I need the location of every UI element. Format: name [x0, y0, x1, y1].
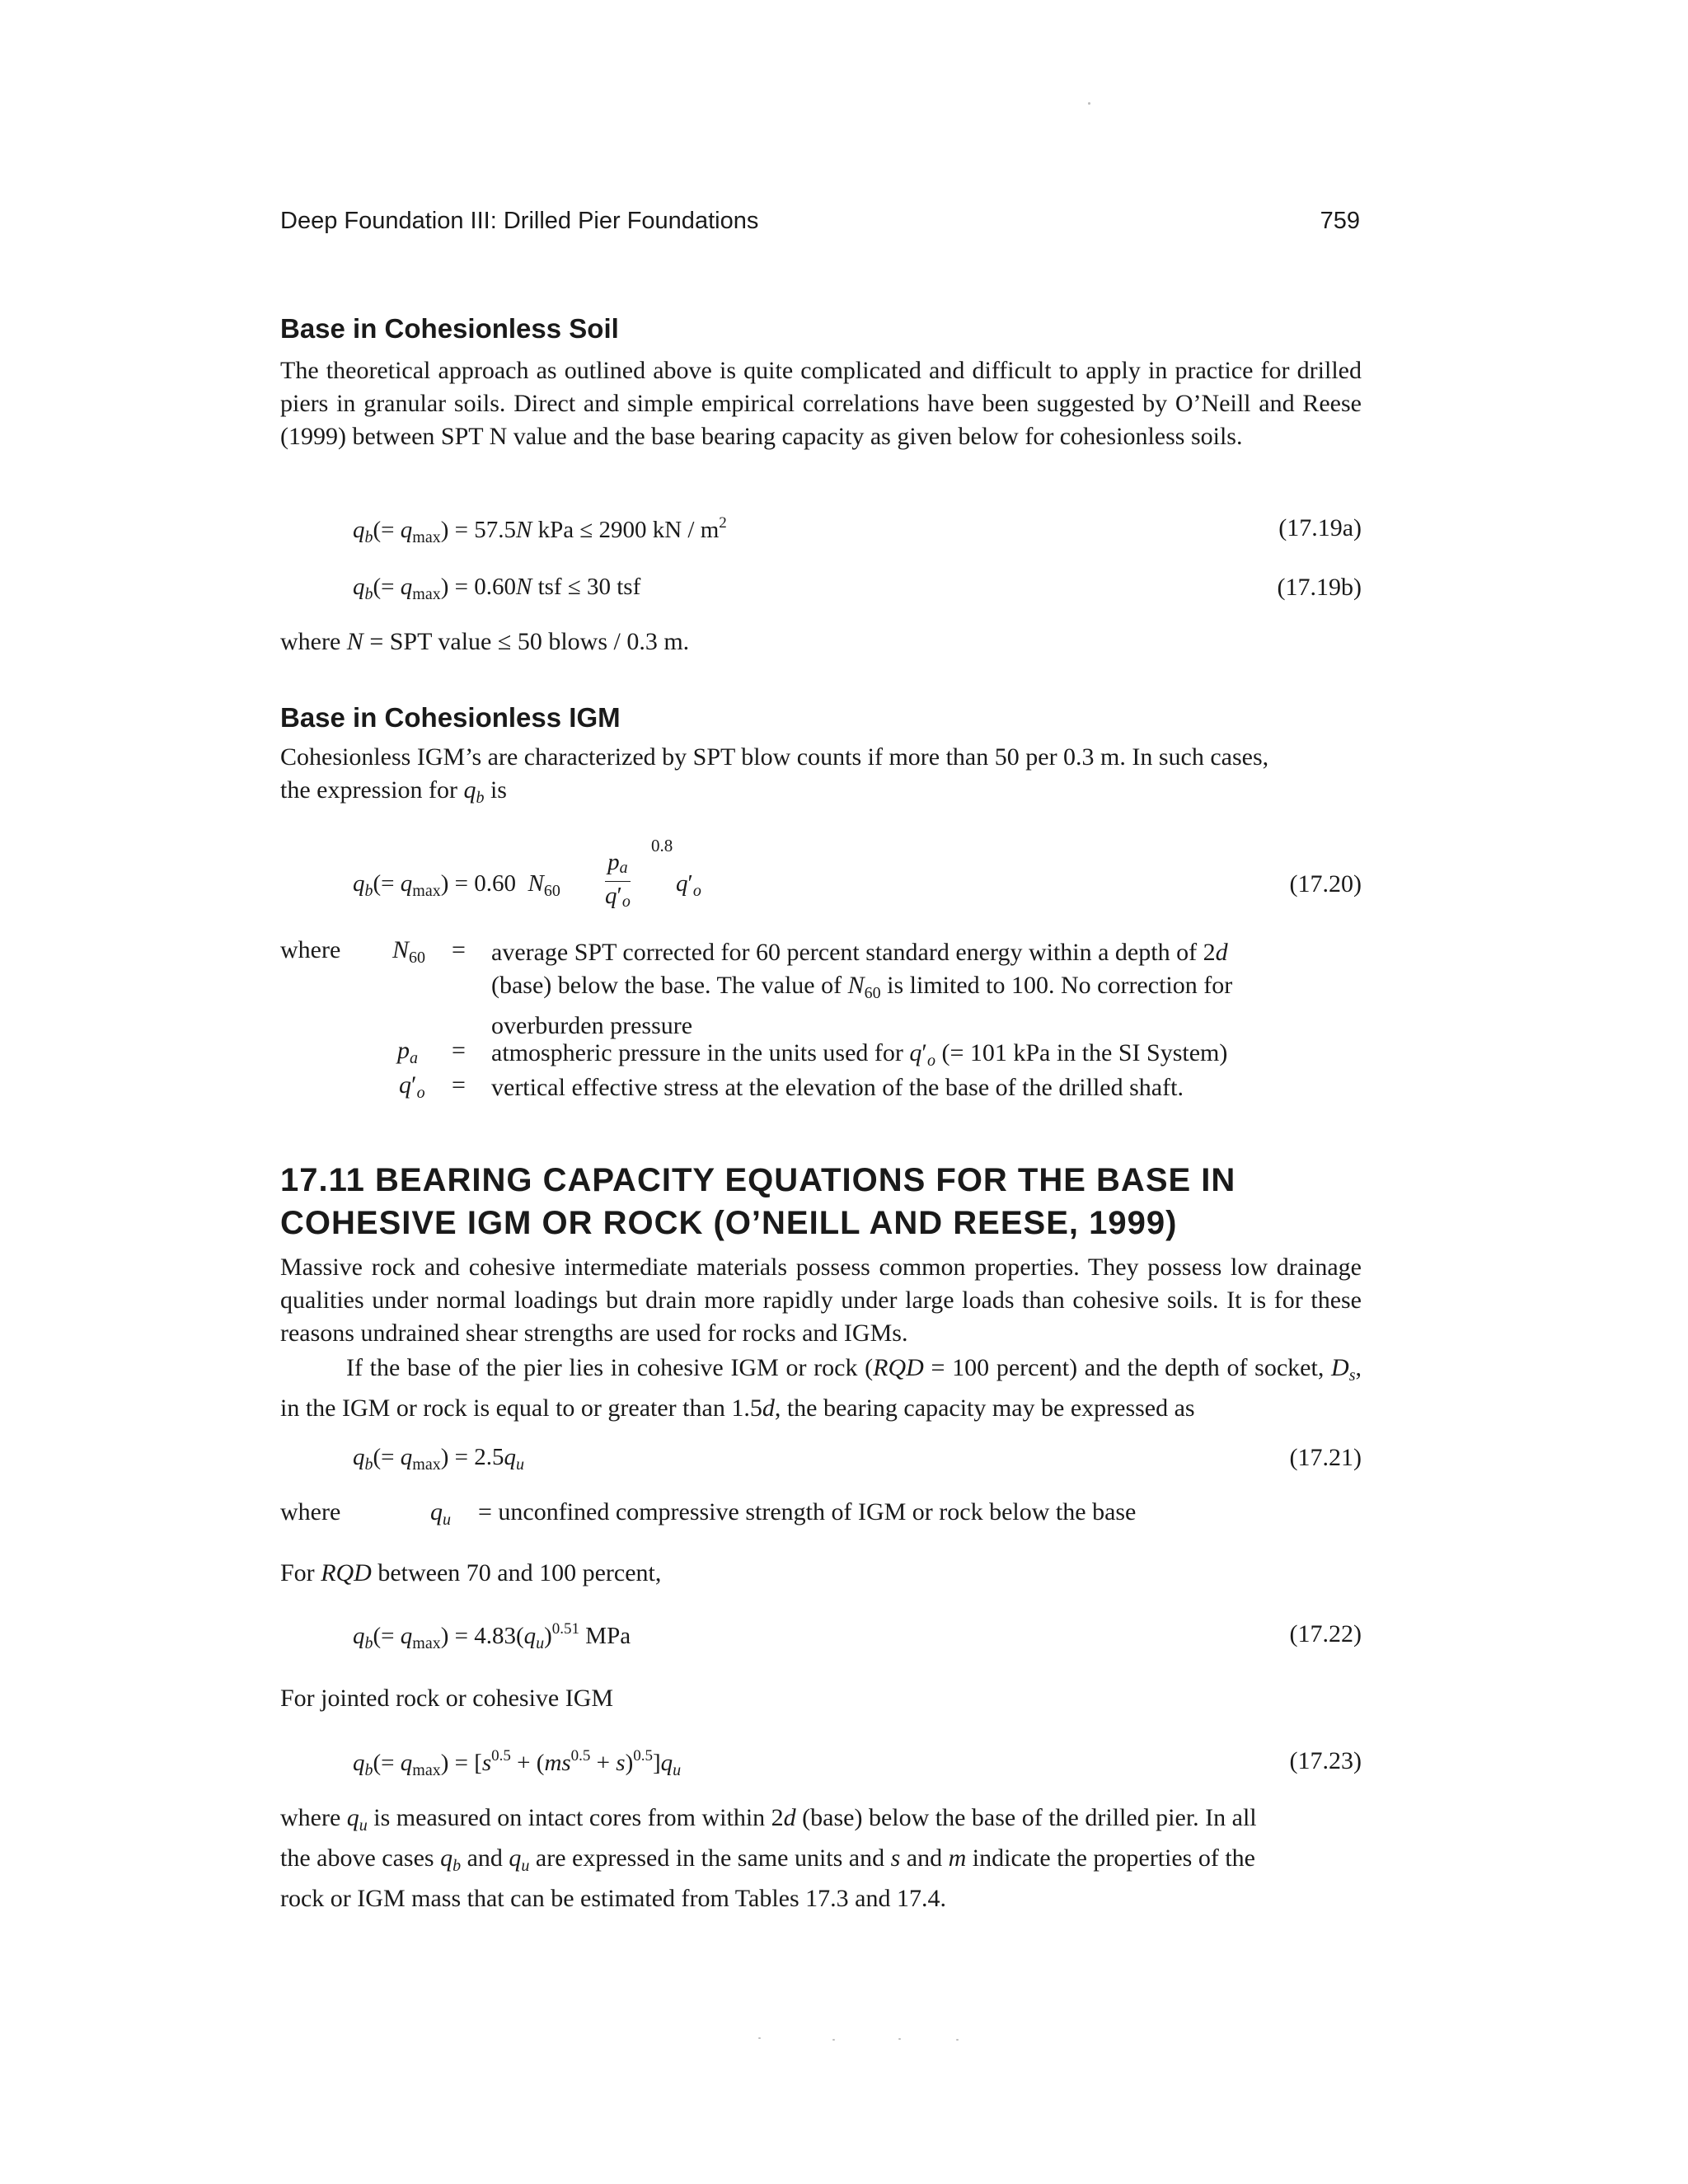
equation-17-22: $q_b(= q_{max}) = 4.83(q_u)^{0.51}$ MPa: [353, 1620, 631, 1652]
running-header: Deep Foundation III: Drilled Pier Foundations: [280, 208, 759, 234]
equation-number: (17.19a): [1278, 514, 1362, 541]
para-massive-rock: Massive rock and cohesive intermediate materials possess common properties. They possess low drainage qualities under normal loadings but drain more rapidly under large loads than cohesive soils. It is for these reasons undrained shear strengths are used for rocks and IGMs.: [280, 1254, 1362, 1347]
equation-17-23: $q_b(= q_{max}) = [s^{0.5} + (ms^{0.5} + s)^{0.5}]q_u$: [353, 1747, 682, 1779]
definition-text: average SPT corrected for 60 percent standard energy within a depth of 2d (base) below the base. The value of $N_{60}$ is limited to 100. No correction for overburden pressure: [491, 939, 1233, 1039]
equation-17-21: $q_b(= q_{max}) = 2.5q_u$: [353, 1444, 524, 1474]
equation-qo-term: $q'_o$: [676, 870, 701, 900]
para-final: where $q_u$ is measured on intact cores from within 2d (base) below the base of the drilled pier. In all the above cases $q_b$ and $q_u$ are expressed in the same units and s and m indicate the properties of the rock or IGM mass that can be estimated from Tables 17.3 and 17.4.: [280, 1804, 1257, 1912]
where-label: where: [280, 936, 341, 963]
scan-speck: [898, 2038, 901, 2040]
equation-number: (17.23): [1289, 1747, 1362, 1774]
equation-number: (17.22): [1289, 1620, 1362, 1647]
equals-sign: =: [452, 1037, 466, 1064]
equation-17-19b: $q_b(= q_{max}) = 0.60N$ tsf ≤ 30 tsf: [353, 574, 641, 603]
scan-speck: [1088, 102, 1090, 105]
equation-number: (17.19b): [1277, 574, 1362, 601]
equals-sign: =: [452, 936, 466, 963]
scan-speck: [832, 2039, 835, 2041]
para-cohesionless-soil: The theoretical approach as outlined above is quite complicated and difficult to apply in practice for drilled piers in granular soils. Direct and simple empirical correlations have been suggested by O’Neill and Reese (1999) between SPT N value and the base bearing capacity as given below for cohesionless soils.: [280, 357, 1362, 450]
exponent-label: 0.8: [651, 836, 673, 855]
where-n-definition: where N = SPT value ≤ 50 blows / 0.3 m.: [280, 628, 690, 655]
page-number: 759: [1320, 208, 1360, 234]
para-cohesionless-igm-line2: the expression for $q_b$ is: [280, 776, 507, 807]
equation-17-20: $q_b(= q_{max}) = 0.60$ $N_{60}$: [353, 870, 560, 900]
equation-number: (17.20): [1289, 870, 1362, 898]
scan-speck: [758, 2037, 761, 2039]
definitions-17-20: [280, 936, 1362, 1118]
definition-text: atmospheric pressure in the units used for $q'_o$ (= 101 kPa in the SI System): [491, 1039, 1228, 1070]
definition-text: vertical effective stress at the elevation of the base of the drilled shaft.: [491, 1074, 1184, 1101]
para-base-of-pier: If the base of the pier lies in cohesive IGM or rock (RQD = 100 percent) and the depth of socket, $D_s$, in the IGM or rock is equal to or greater than 1.5d, the bearing capacity may be expressed as: [280, 1354, 1362, 1422]
heading-base-cohesionless-igm: Base in Cohesionless IGM: [280, 702, 621, 733]
symbol-pa: $p_a$: [397, 1037, 418, 1067]
definition-qu: = unconfined compressive strength of IGM or rock below the base: [478, 1498, 1137, 1526]
scan-speck: [956, 2039, 959, 2041]
equation-17-19a: $q_b(= q_{max}) = 57.5N$ kPa ≤ 2900 kN / $m^2$: [353, 514, 727, 546]
jointed-rock-line: For jointed rock or cohesive IGM: [280, 1685, 614, 1712]
where-label: where: [280, 1498, 341, 1526]
rqd-range-line: For RQD between 70 and 100 percent,: [280, 1559, 662, 1586]
section-heading-17-11: 17.11 BEARING CAPACITY EQUATIONS FOR THE BASE IN COHESIVE IGM OR ROCK (O’NEILL AND REESE, 1999): [280, 1162, 1236, 1241]
equals-sign: =: [452, 1071, 466, 1099]
symbol-n60: $N_{60}$: [392, 936, 426, 967]
symbol-qo: $q'_o$: [399, 1071, 425, 1102]
fraction-pa-over-qo: $\frac{p_a}{q'_o}$: [605, 849, 631, 911]
heading-base-cohesionless-soil: Base in Cohesionless Soil: [280, 313, 619, 344]
equation-number: (17.21): [1289, 1444, 1362, 1471]
para-cohesionless-igm-line1: Cohesionless IGM’s are characterized by SPT blow counts if more than 50 per 0.3 m. In such cases,: [280, 743, 1269, 771]
symbol-qu: $q_u$: [430, 1498, 451, 1529]
